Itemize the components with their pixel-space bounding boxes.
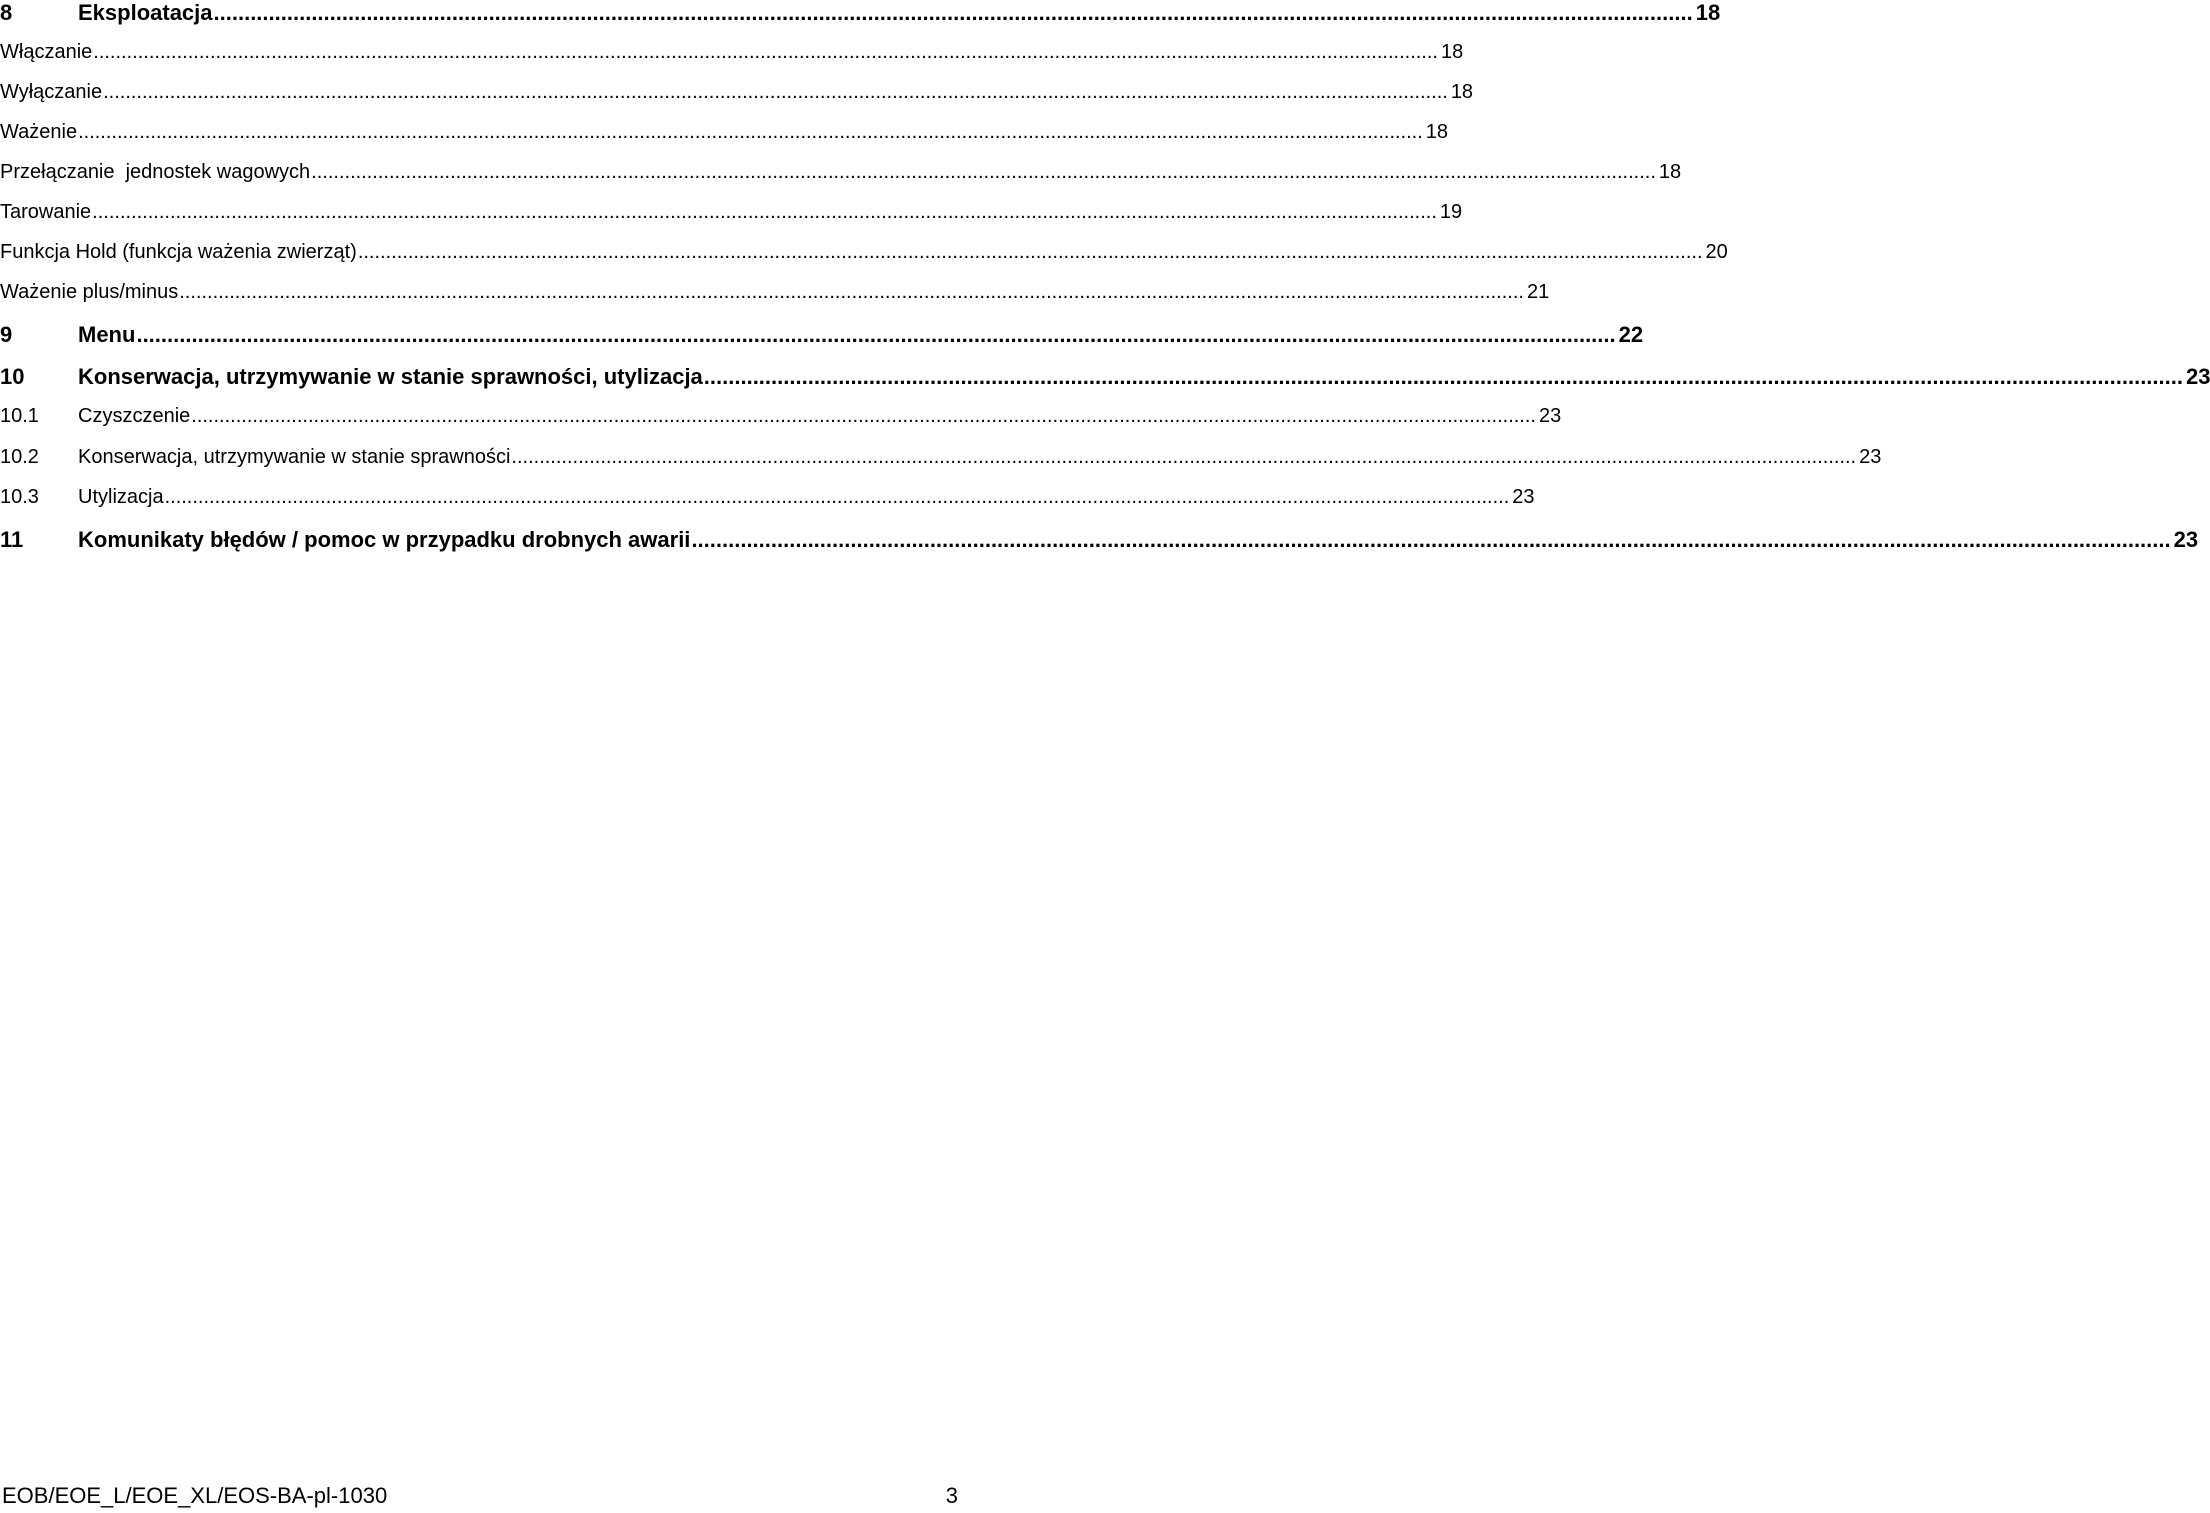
toc-entry-page: 23 — [1538, 405, 1562, 427]
page-number: 3 — [945, 1483, 958, 1508]
toc-entry-number: 10.3 — [0, 486, 39, 508]
toc-entry[interactable] — [0, 527, 2199, 557]
toc-entry-title: Menu — [78, 322, 136, 347]
dot-leader — [191, 405, 1536, 428]
toc-entry[interactable] — [0, 322, 1644, 352]
page-footer — [0, 1483, 960, 1513]
toc-entry-page: 19 — [1439, 201, 1463, 223]
toc-entry[interactable] — [0, 201, 1463, 231]
toc-entry-page: 21 — [1526, 281, 1550, 303]
dot-leader — [103, 81, 1448, 104]
toc-entry-number: 11 — [0, 527, 24, 552]
toc-entry-title: Włączanie — [0, 41, 93, 63]
toc-entry-title: Komunikaty błędów / pomoc w przypadku drobnych awarii — [78, 527, 691, 552]
toc-entry[interactable] — [0, 41, 1464, 71]
dot-leader — [214, 0, 1693, 26]
dot-leader — [704, 364, 2183, 390]
toc-entry[interactable] — [0, 161, 1682, 191]
toc-entry-number: 8 — [0, 0, 13, 25]
toc-entry-title: Przełączanie jednostek wagowych — [0, 161, 311, 183]
dot-leader — [179, 281, 1524, 304]
toc-entry-title: Ważenie — [0, 121, 78, 143]
toc-entry-page: 23 — [2185, 364, 2210, 389]
toc-entry-title: Ważenie plus/minus — [0, 281, 179, 303]
toc-entry-number: 10.2 — [0, 446, 39, 468]
dot-leader — [136, 322, 1615, 348]
toc-entry-page: 18 — [1425, 121, 1449, 143]
toc-entry[interactable] — [0, 121, 1449, 151]
toc-entry-page: 23 — [1512, 486, 1535, 508]
toc-entry[interactable] — [0, 281, 1550, 311]
toc-entry[interactable] — [0, 241, 1728, 271]
toc-entry-title: Tarowanie — [0, 201, 92, 223]
dot-leader — [93, 41, 1438, 64]
toc-entry[interactable] — [0, 446, 1882, 476]
toc-entry-page: 23 — [1859, 446, 1882, 468]
toc-entry[interactable] — [0, 405, 1562, 435]
toc-entry-title: Eksploatacja — [78, 0, 213, 25]
toc-entry-title: Funkcja Hold (funkcja ważenia zwierząt) — [0, 241, 357, 263]
toc-entry-title: Konserwacja, utrzymywanie w stanie sprawności — [78, 446, 511, 468]
toc-entry-title: Konserwacja, utrzymywanie w stanie sprawności, utylizacja — [78, 364, 703, 389]
toc-entry-title: Wyłączanie — [0, 81, 103, 103]
toc-entry-page: 20 — [1705, 241, 1728, 263]
toc-entry[interactable] — [0, 486, 1535, 516]
dot-leader — [358, 241, 1703, 264]
toc-entry-number: 10.1 — [0, 405, 39, 427]
toc-entry-title: Czyszczenie — [78, 405, 191, 427]
toc-entry-page: 18 — [1450, 81, 1474, 103]
dot-leader — [165, 486, 1510, 509]
dot-leader — [691, 527, 2170, 553]
dot-leader — [511, 446, 1856, 469]
dot-leader — [311, 161, 1656, 184]
toc-entry-number: 9 — [0, 322, 13, 347]
toc-entry[interactable] — [0, 364, 2210, 394]
dot-leader — [78, 121, 1423, 144]
toc-entry-number: 10 — [0, 364, 25, 389]
toc-entry[interactable] — [0, 81, 1474, 111]
toc-entry-page: 22 — [1618, 322, 1644, 347]
toc-entry-page: 18 — [1658, 161, 1682, 183]
document-id: EOB/EOE_L/EOE_XL/EOS-BA-pl-1030 — [2, 1483, 388, 1508]
toc-entry[interactable] — [0, 0, 1721, 30]
toc-entry-page: 18 — [1695, 0, 1721, 25]
toc-entry-page: 23 — [2173, 527, 2199, 552]
toc-entry-title: Utylizacja — [78, 486, 164, 508]
toc-entry-page: 18 — [1440, 41, 1464, 63]
dot-leader — [92, 201, 1437, 224]
